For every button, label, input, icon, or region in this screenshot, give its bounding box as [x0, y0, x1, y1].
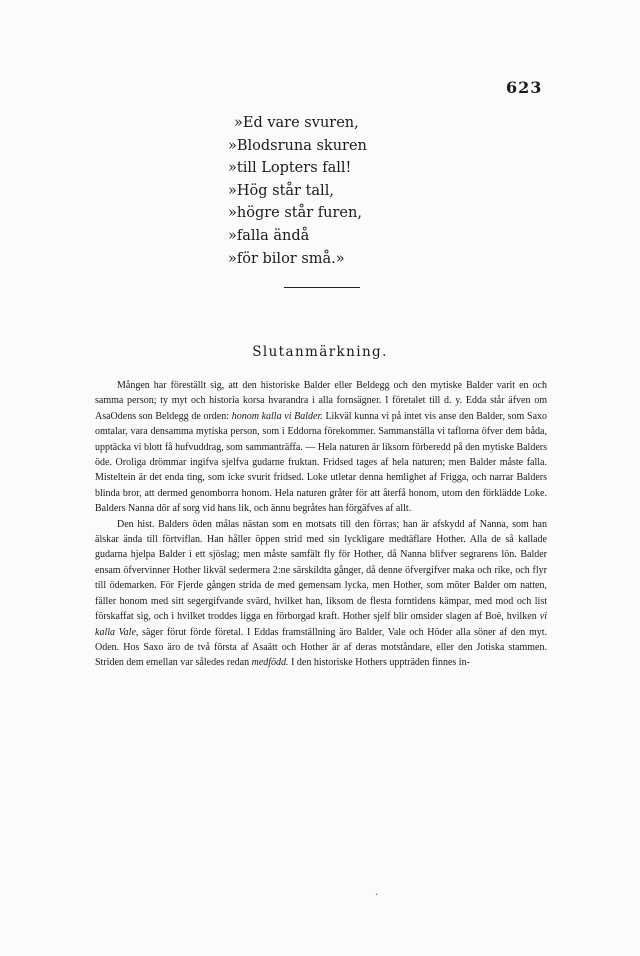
text-run: I den historiske Hothers uppträden finnes in- — [288, 657, 470, 669]
stray-mark: · — [375, 890, 379, 901]
paragraph-2 — [95, 517, 547, 671]
text-run: säger förut förde företal. I Eddas framställning äro Balder, Vale och Höder alla söner af den myt. Oden. Hos Saxo äro de två första af Asaätt och Hother är af deras motståndare, eller den Jotiska stammen. Striden dem emellan var således redan — [95, 626, 547, 669]
poem — [228, 112, 367, 270]
poem-line: »falla ändå — [228, 227, 310, 244]
body-text — [95, 378, 547, 671]
text-run: Likväl kunna vi på intet vis anse den Balder, som Saxo omtalar, vara densamma mytiska person, som i Eddorna förekommer. Sammanställa vi taflorna öfver dem båda, upptäcka vi blott få hufvuddrag, som sammanträffa. — Hela naturen är liksom förberedd på den mytiske Balders öde. Oroliga drömmar ingifva sjelfva gudarne fruktan. Fridsed tages af hela naturen; men Balder måste falla. Misteltein är det enda ting, som icke svurit fridsed. Loke utletar denna hemlighet af Frigga, och narrar Balders blinda bror, att dermed genomborra honom. Hela naturen gråter för att återfå honom, utom den förklädde Loke. Balders Nanna dör af sorg vid hans lik, och ännu begråtes han förgäfves af allt. — [95, 410, 548, 515]
page-number: 623 — [506, 78, 543, 97]
italic-run: vi kalla Vale, — [95, 611, 547, 638]
text-run: Den hist. Balders öden målas nästan som en motsats till den förras; han är afskydd af Nanna, som han älskar ända till förtviflan. Han håller öppen strid med sin lyckligare medtäflare Hother. Alla de så kallade gudarna hjelpa Balder i ett sjöslag; men måste samfält fly för Hother, då Nanna blifver segrarens lön. Balder ensam öfvervinner Hother likväl sedermera 2:ne särskildta gånger, då denne öfvergifver maka och rike, och flyr till ödemarken. För Fjerde gången strida de med gemensam lycka, men Hother, som möter Balder om natten, fäller honom med sitt segergifvande svärd, hvilket han, liksom de flesta forntidens kämpar, med mod och list förskaffat sig, och i hvilket troddes ligga en förborgad kraft. Hother sjelf blir omsider slagen af Boë, hvilken — [95, 518, 547, 623]
poem-line: »Ed vare svuren, — [234, 115, 359, 131]
poem-line: »högre står furen, — [228, 205, 362, 222]
poem-line: »Blodsruna skuren — [228, 137, 367, 154]
poem-line: »till Lopters fall! — [228, 160, 352, 177]
italic-run: honom kalla vi Balder. — [231, 410, 323, 422]
text-run: Mången har föreställt sig, att den historiske Balder eller Beldegg och den mytiske Balder varit en och samma person; ty myt och historia korsa hvarandra i alla fornsägner. I företalet till d. y. Edda står äfven om AsaOdens son Beldegg de orden: — [95, 380, 547, 422]
section-title: Slutanmärkning. — [252, 344, 388, 360]
poem-line: »Hög står tall, — [228, 182, 334, 199]
poem-line: »för bilor små.» — [228, 250, 345, 267]
paragraph-1 — [95, 378, 547, 517]
section-divider — [284, 287, 360, 288]
italic-run: medfödd. — [251, 657, 289, 669]
